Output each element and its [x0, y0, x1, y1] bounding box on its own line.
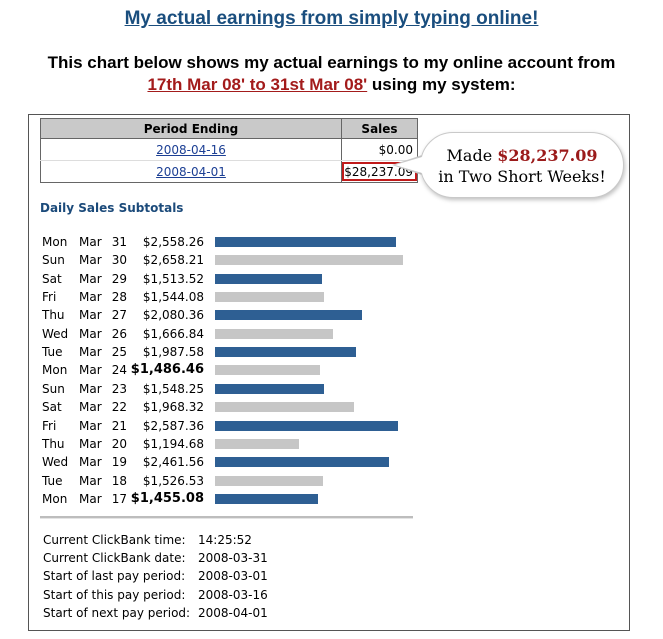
- intro-line-2: [0, 74, 663, 96]
- row-date-label: 26: [111, 326, 127, 341]
- sales-bar: [215, 384, 324, 394]
- row-day-label: Mon: [42, 235, 68, 249]
- row-amount-label: $1,194.68: [142, 436, 204, 451]
- sales-bar: [215, 237, 396, 247]
- row-day-label: Fri: [42, 418, 57, 433]
- sales-bar: [215, 439, 299, 449]
- sales-bar: [215, 274, 322, 284]
- row-amount-label: $1,987.58: [142, 345, 204, 360]
- sales-total-value: $28,237.09: [344, 164, 413, 179]
- row-amount-label: $2,587.36: [142, 418, 204, 433]
- row-day-label: Tue: [42, 473, 63, 488]
- row-amount-label: $2,658.21: [142, 253, 204, 268]
- row-day-label: Mon: [42, 491, 68, 506]
- divider: [40, 516, 413, 519]
- page-headline[interactable]: My actual earnings from simply typing online!: [124, 8, 539, 29]
- sales-bar: [215, 292, 324, 302]
- info-value: 2008-04-01: [198, 605, 268, 620]
- row-date-label: 30: [111, 253, 127, 268]
- callout-prefix: Made: [446, 146, 498, 165]
- period-table-header: [41, 119, 418, 139]
- callout-line-1: [421, 145, 623, 166]
- row-day-label: Sun: [42, 381, 65, 396]
- callout-bubble: [420, 132, 624, 198]
- row-month-label: Mar: [79, 473, 102, 488]
- row-amount-label: $1,666.84: [142, 326, 204, 341]
- row-amount-label: $1,544.08: [142, 290, 204, 305]
- row-date-label: 27: [111, 308, 127, 323]
- info-label: Start of this pay period:: [43, 587, 186, 602]
- info-value: 2008-03-31: [198, 551, 268, 566]
- sales-bar: [215, 329, 333, 339]
- sales-cell: $0.00: [342, 139, 418, 161]
- period-row: [41, 139, 418, 161]
- row-amount-label: $1,486.46: [130, 362, 204, 378]
- period-link[interactable]: 2008-04-01: [156, 164, 226, 179]
- callout-line-2: in Two Short Weeks!: [438, 167, 606, 186]
- row-month-label: Mar: [79, 253, 102, 268]
- info-value: 2008-03-16: [198, 587, 268, 602]
- sales-bar: [215, 310, 362, 320]
- row-month-label: Mar: [79, 290, 102, 305]
- row-day-label: Tue: [42, 345, 63, 360]
- row-date-label: 18: [111, 473, 127, 488]
- row-date-label: 22: [111, 400, 127, 415]
- row-month-label: Mar: [79, 418, 102, 433]
- row-amount-label: $1,548.25: [142, 381, 204, 396]
- row-date-label: 20: [111, 436, 127, 451]
- sales-bar: [215, 421, 398, 431]
- date-range-link[interactable]: 17th Mar 08' to 31st Mar 08': [147, 75, 368, 94]
- row-day-label: Thu: [42, 308, 65, 323]
- row-amount-label: $1,526.53: [142, 473, 204, 488]
- row-amount-label: $1,968.32: [142, 400, 204, 415]
- intro-text: [0, 52, 663, 96]
- row-day-label: Sun: [42, 253, 65, 268]
- row-amount-label: $1,455.08: [130, 490, 204, 506]
- sales-bar: [215, 476, 323, 486]
- sales-bar: [215, 347, 356, 357]
- row-month-label: Mar: [79, 345, 102, 360]
- sales-bar: [215, 457, 389, 467]
- row-amount-label: $1,513.52: [142, 271, 204, 286]
- info-value: 2008-03-01: [198, 569, 268, 584]
- row-date-label: 19: [111, 455, 127, 470]
- row-month-label: Mar: [79, 235, 102, 249]
- sales-bar: [215, 365, 320, 375]
- period-cell: [41, 139, 342, 161]
- row-amount-label: $2,080.36: [142, 308, 204, 323]
- row-date-label: 31: [111, 235, 127, 249]
- row-day-label: Sat: [42, 400, 62, 415]
- row-day-label: Wed: [42, 326, 69, 341]
- info-label: Current ClickBank time:: [43, 533, 186, 547]
- row-day-label: Fri: [42, 290, 57, 305]
- row-month-label: Mar: [79, 308, 102, 323]
- row-month-label: Mar: [79, 326, 102, 341]
- subtotals-title: Daily Sales Subtotals: [40, 201, 184, 215]
- row-month-label: Mar: [79, 400, 102, 415]
- period-link[interactable]: 2008-04-16: [156, 142, 226, 157]
- period-cell: [41, 161, 342, 183]
- callout-amount: $28,237.09: [497, 146, 598, 165]
- info-label: Start of last pay period:: [43, 569, 186, 584]
- sales-bar: [215, 494, 318, 504]
- row-date-label: 28: [111, 290, 127, 305]
- row-month-label: Mar: [79, 381, 102, 396]
- row-date-label: 17: [111, 491, 127, 506]
- period-ending-header: Period Ending: [41, 119, 342, 139]
- info-label: Start of next pay period:: [43, 605, 191, 620]
- row-date-label: 23: [111, 381, 127, 396]
- row-date-label: 25: [111, 345, 127, 360]
- row-amount-label: $2,461.56: [142, 455, 204, 470]
- info-value: 14:25:52: [198, 533, 252, 547]
- row-day-label: Mon: [42, 363, 68, 378]
- intro-line-2-suffix: using my system:: [367, 75, 516, 94]
- sales-bar: [215, 255, 403, 265]
- row-day-label: Sat: [42, 271, 62, 286]
- callout-pointer-fill: [395, 157, 422, 173]
- row-month-label: Mar: [79, 271, 102, 286]
- row-day-label: Wed: [42, 455, 69, 470]
- row-day-label: Thu: [42, 436, 65, 451]
- row-month-label: Mar: [79, 363, 102, 378]
- period-row: [41, 161, 418, 183]
- sales-bar: [215, 402, 354, 412]
- row-date-label: 21: [111, 418, 127, 433]
- row-month-label: Mar: [79, 436, 102, 451]
- intro-line-1: This chart below shows my actual earnings to my online account from: [47, 53, 616, 72]
- row-month-label: Mar: [79, 455, 102, 470]
- row-month-label: Mar: [79, 491, 102, 506]
- info-label: Current ClickBank date:: [43, 551, 186, 566]
- row-amount-label: $2,558.26: [142, 235, 204, 249]
- sales-header: Sales: [342, 119, 418, 139]
- period-table: [40, 118, 418, 183]
- row-date-label: 24: [111, 363, 127, 378]
- row-date-label: 29: [111, 271, 127, 286]
